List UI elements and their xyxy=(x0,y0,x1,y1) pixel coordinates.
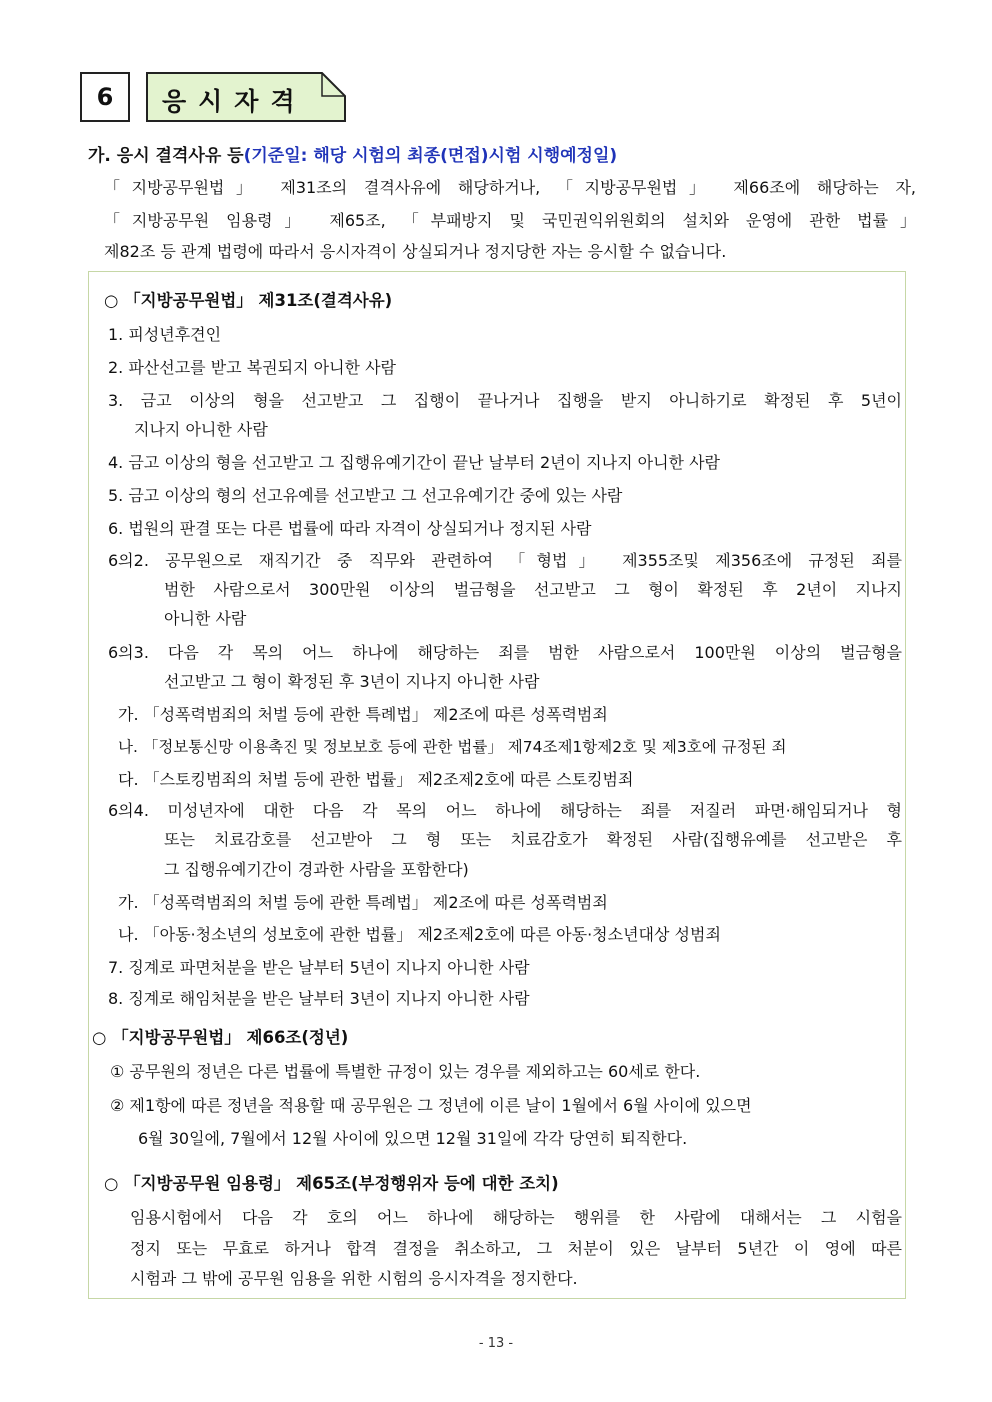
intro-line: 제82조 등 관계 법령에 따라서 응시자격이 상실되거나 정지당한 자는 응시할 수 없습니다. xyxy=(104,242,727,261)
section-number: 6 xyxy=(80,72,130,122)
list-item-continuation: 그 집행유예기간이 경과한 사람을 포함한다) xyxy=(164,860,469,879)
paragraph-line: 임용시험에서 다음 각 호의 어느 하나에 해당하는 행위를 한 사람에 대해서는 그 시험을 xyxy=(130,1208,902,1227)
sub-item: 나. 「아동·청소년의 성보호에 관한 법률」 제2조제2호에 따른 아동·청소년대상 성범죄 xyxy=(118,925,721,944)
list-item: 2. 파산선고를 받고 복권되지 아니한 사람 xyxy=(108,358,396,377)
sub-item: 나. 「정보통신망 이용촉진 및 정보보호 등에 관한 법률」 제74조제1항제2호 및 제3호에 규정된 죄 xyxy=(118,738,787,756)
list-item-continuation: 지나지 아니한 사람 xyxy=(134,420,268,439)
list-item: 1. 피성년후견인 xyxy=(108,325,222,344)
intro-line: 「지방공무원 임용령」 제65조, 「부패방지 및 국민권익위원회의 설치와 운영에 관한 법률」 xyxy=(104,211,916,230)
list-item: 7. 징계로 파면처분을 받은 날부터 5년이 지나지 아니한 사람 xyxy=(108,958,530,977)
page-number: - 13 - xyxy=(478,1336,514,1351)
list-item: 6의3. 다음 각 목의 어느 하나에 해당하는 죄를 범한 사람으로서 100만원 이상의 벌금형을 xyxy=(108,643,902,662)
list-item-continuation: 아니한 사람 xyxy=(164,609,247,628)
article-31-heading: ○ 「지방공무원법」 제31조(결격사유) xyxy=(104,291,393,310)
section-heading xyxy=(88,141,617,166)
article-65-heading: ○ 「지방공무원 임용령」 제65조(부정행위자 등에 대한 조치) xyxy=(104,1174,559,1193)
intro-line: 「지방공무원법」 제31조의 결격사유에 해당하거나, 「지방공무원법」 제66조에 해당하는 자, xyxy=(104,178,916,197)
list-item-continuation: 선고받고 그 형이 확정된 후 3년이 지나지 아니한 사람 xyxy=(164,672,540,691)
list-item-continuation: 또는 치료감호를 선고받아 그 형 또는 치료감호가 확정된 사람(집행유예를 선고받은 후 xyxy=(164,830,902,849)
section-title: 응시자격 xyxy=(162,87,307,116)
list-item: 4. 금고 이상의 형을 선고받고 그 집행유예기간이 끝난 날부터 2년이 지나지 아니한 사람 xyxy=(108,453,720,472)
article-66-heading: ○ 「지방공무원법」 제66조(정년) xyxy=(92,1028,349,1047)
list-item: 6의4. 미성년자에 대한 다음 각 목의 어느 하나에 해당하는 죄를 저질러 파면·해임되거나 형 xyxy=(108,801,902,820)
list-item-continuation: 범한 사람으로서 300만원 이상의 벌금형을 선고받고 그 형이 확정된 후 2년이 지나지 xyxy=(164,580,902,599)
section-title-tab xyxy=(146,72,346,122)
sub-item: 가. 「성폭력범죄의 처벌 등에 관한 특례법」 제2조에 따른 성폭력범죄 xyxy=(118,893,608,912)
list-item: 3. 금고 이상의 형을 선고받고 그 집행이 끝나거나 집행을 받지 아니하기로 확정된 후 5년이 xyxy=(108,391,902,410)
list-item: 8. 징계로 해임처분을 받은 날부터 3년이 지나지 아니한 사람 xyxy=(108,989,530,1008)
list-item-continuation: 6월 30일에, 7월에서 12월 사이에 있으면 12월 31일에 각각 당연히 퇴직한다. xyxy=(138,1129,688,1148)
paragraph-line: 정지 또는 무효로 하거나 합격 결정을 취소하고, 그 처분이 있은 날부터 5년간 이 영에 따른 xyxy=(130,1239,902,1258)
paragraph-line: 시험과 그 밖에 공무원 임용을 위한 시험의 응시자격을 정지한다. xyxy=(130,1269,578,1288)
heading-note: (기준일: 해당 시험의 최종(면접)시험 시행예정일) xyxy=(243,146,618,166)
sub-item: 다. 「스토킹범죄의 처벌 등에 관한 법률」 제2조제2호에 따른 스토킹범죄 xyxy=(118,770,634,789)
list-item: ② 제1항에 따른 정년을 적용할 때 공무원은 그 정년에 이른 날이 1월에서 6월 사이에 있으면 xyxy=(110,1096,752,1115)
sub-item: 가. 「성폭력범죄의 처벌 등에 관한 특례법」 제2조에 따른 성폭력범죄 xyxy=(118,705,608,724)
list-item: 6. 법원의 판결 또는 다른 법률에 따라 자격이 상실되거나 정지된 사람 xyxy=(108,519,592,538)
list-item: 6의2. 공무원으로 재직기간 중 직무와 관련하여 「형법」 제355조및 제356조에 규정된 죄를 xyxy=(108,551,902,570)
list-item: ① 공무원의 정년은 다른 법률에 특별한 규정이 있는 경우를 제외하고는 60세로 한다. xyxy=(110,1062,701,1081)
list-item: 5. 금고 이상의 형의 선고유예를 선고받고 그 선고유예기간 중에 있는 사람 xyxy=(108,486,623,505)
heading-label: 가. 응시 결격사유 등 xyxy=(88,146,244,166)
